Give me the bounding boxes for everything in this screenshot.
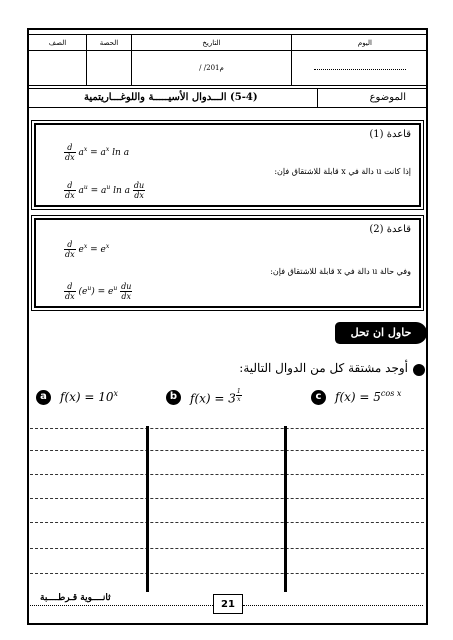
column-divider — [146, 426, 149, 592]
rule2-formula1: $\frac{d}{dx}$ $e^x = e^x$ — [65, 240, 110, 259]
answer-line[interactable] — [30, 522, 424, 523]
rule2-formula2: $\frac{d}{dx}$ $(e^u) = e^u$ $\frac{du}{dx}$ — [65, 282, 132, 301]
footer-line — [243, 605, 423, 606]
rule1-box — [34, 123, 421, 207]
answer-line[interactable] — [30, 428, 424, 429]
page-number: 21 — [213, 594, 243, 614]
rule2-title: قاعدة (2) — [369, 224, 411, 235]
part-c-badge: c — [311, 390, 326, 405]
rule1-formula2: $\frac{d}{dx}$ $a^u = a^u$ ln a $\frac{du}{dx}$ — [65, 181, 145, 200]
rule2-condition: وفي حالة u دالة في x قابلة للاشتقاق فإن: — [270, 267, 411, 276]
part-a-badge: a — [36, 390, 51, 405]
part-b-expression: f(x) = 3 $^{\frac{1}{x}}$ — [190, 388, 241, 406]
class-cell[interactable] — [29, 51, 87, 86]
answer-line[interactable] — [30, 548, 424, 549]
header-table — [28, 34, 428, 86]
subject-title: (5-4) الـــدوال الأسيـــــة واللوغـــاريتمية — [84, 92, 258, 103]
rule1-condition: إذا كانت u دالة في x قابلة للاشتقاق فإن: — [274, 167, 411, 176]
day-dotted-line — [314, 68, 406, 70]
answer-line[interactable] — [30, 573, 424, 574]
footer-line — [30, 605, 213, 606]
part-c-expression: $f(x) = 5^{cos x}$ — [335, 389, 402, 404]
part-a-base: f(x) = 10 — [60, 390, 114, 404]
rule2-box — [34, 218, 421, 308]
date-cell[interactable] — [132, 51, 292, 86]
part-c-base: f(x) = 5 — [335, 390, 381, 404]
class-label: الصف — [29, 35, 87, 51]
period-cell[interactable] — [87, 51, 132, 86]
period-label: الحصة — [87, 35, 132, 51]
part-a-expression: $f(x) = 10^x$ — [60, 389, 119, 404]
subject-row — [28, 88, 427, 108]
date-value: / /201م — [199, 64, 224, 72]
day-label: اليوم — [292, 35, 428, 51]
answer-line[interactable] — [30, 498, 424, 499]
date-label: التاريخ — [132, 35, 292, 51]
part-b-base: f(x) = 3 — [190, 391, 236, 406]
part-b-badge: b — [166, 390, 181, 405]
subject-divider — [317, 89, 318, 107]
exercise-bullet-icon — [413, 364, 425, 376]
exercise-prompt: أوجد مشتقة كل من الدوال التالية: — [239, 361, 408, 375]
column-divider — [284, 426, 287, 592]
day-cell[interactable] — [292, 51, 428, 86]
school-name: ثانــــوية قـرطــــبة — [40, 593, 111, 603]
subject-label: الموضوع — [369, 92, 406, 103]
answer-line[interactable] — [30, 474, 424, 475]
rule1-title: قاعدة (1) — [369, 129, 411, 140]
try-to-solve-banner: حاول ان تحل — [335, 322, 427, 344]
answer-line[interactable] — [30, 450, 424, 451]
rule1-formula1: $\frac{d}{dx}$ $a^x = a^x$ ln a — [65, 143, 130, 162]
